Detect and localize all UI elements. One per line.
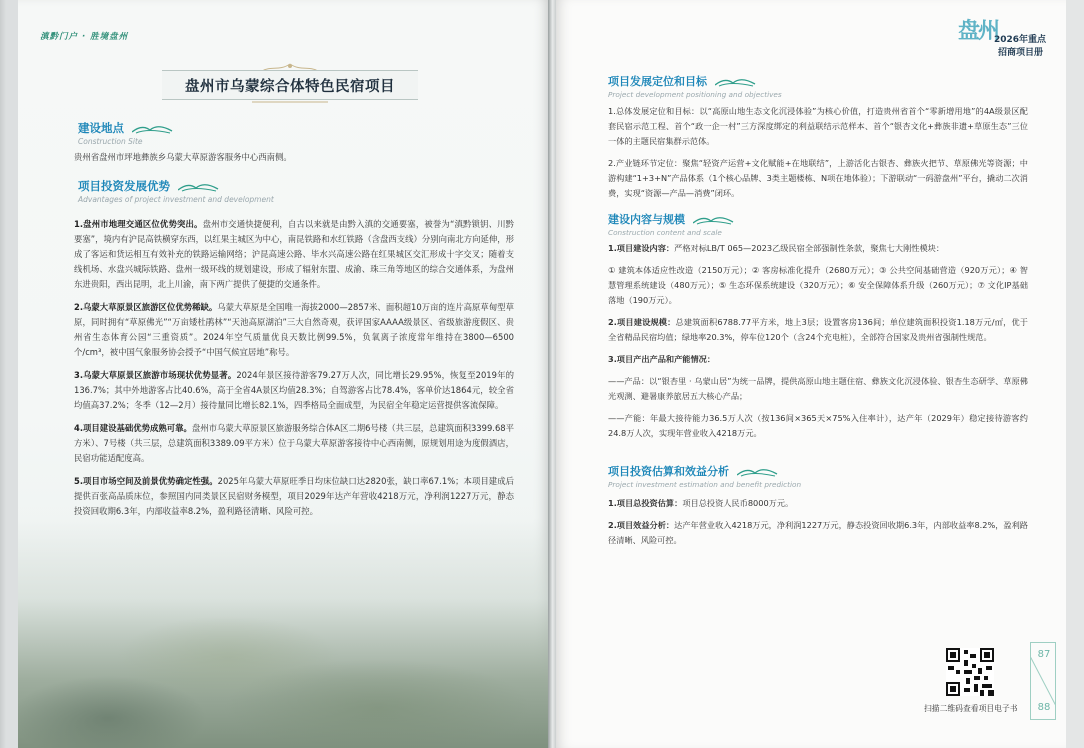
investment-body: 1.项目总投资估算：项目总投资人民币8000万元。 2.项目效益分析：达产年营业收入4218万元，净利润1227万元，静态投资回收期6.3年，内部收益率8.2%，盈利路径清晰、风险可控。 <box>608 498 1028 545</box>
location-text: 贵州省盘州市坪地彝族乡乌蒙大草原游客服务中心西南侧。 <box>74 152 292 162</box>
mountain-icon <box>178 180 220 192</box>
logo-mark: 盘州 <box>958 18 999 44</box>
section-heading-en: Construction Site <box>78 137 143 146</box>
advantages-body <box>74 217 514 527</box>
qr-caption: 扫描二维码查看项目电子书 <box>924 704 1018 713</box>
advantage-item: 4.项目建设基础优势成熟可靠。盘州市乌蒙大草原景区旅游服务综合体A区二期6号楼（共三层，总建筑面积3399.68平方米）、7号楼（共三层，总建筑面积3389.09平方米）位于乌蒙大草原游客接待中心西南侧，原规划用途为度假酒店，民宿功能适配度高。 <box>74 423 514 463</box>
section-heading-en: Project investment estimation and benefit prediction <box>608 480 802 489</box>
mountain-icon <box>737 465 779 477</box>
page-title: 盘州市乌蒙综合体特色民宿项目 <box>185 79 395 95</box>
section-advantages <box>78 178 274 204</box>
content-body: 1.项目建设内容：严格对标LB/T 065—2023乙级民宿全部强制性条款，聚焦七大刚性模块： ① 建筑本体适应性改造（2150万元）；② 客房标准化提升（2680万元）；③ 公共空间基础营造（920万元）；④ 智慧管理系统建设（480万元）；⑤ 生态环保系统建设（320万元）；⑥ 安全保障体系升级（260万元）；⑦ 文化IP基础落地（190万元）。 2.项目建设规模：总建筑面积6788.77平方米，地上3层；设置客房136间；单位建筑面积投资1.18万元/㎡，优于全省精品民宿均值；绿地率20.3%，停车位120个（含24个充电桩），全部符合国家及贵州省强制性规范。 3.项目产出产品和产能情况： ——产品：以“银杏里 · 乌蒙山居”为统一品牌，提供高原山地主题住宿、彝族文化沉浸体验、银杏生态研学、草原佛光观测、避暑康养旅居五大核心产品； ——产能：年最大接待能力36.5万人次（按136间×365天×75%入住率计），达产年（2029年）稳定接待游客约24.8万人次，实现年营业收入4218万元。 <box>608 243 1028 438</box>
section-location <box>78 120 174 146</box>
tagline: 滇黔门户 · 胜境盘州 <box>40 32 129 42</box>
left-page <box>18 0 550 748</box>
page-number-88: 88 <box>1037 702 1051 713</box>
aerial-rendering-image <box>18 518 550 748</box>
section-heading: 项目投资估算和效益分析 <box>608 465 729 478</box>
section-heading-en: Project development positioning and objectives <box>608 90 782 99</box>
section-heading: 项目投资发展优势 <box>78 179 170 193</box>
mountain-icon <box>132 122 174 134</box>
title-banner <box>162 62 418 104</box>
section-heading: 建设地点 <box>78 121 124 135</box>
section-heading-en: Construction content and scale <box>608 228 722 237</box>
section-content <box>608 211 735 237</box>
logo-subtitle: 招商项目册 <box>998 48 1044 58</box>
brochure-logo <box>956 12 1056 64</box>
mountain-icon <box>693 213 735 225</box>
section-investment <box>608 463 801 489</box>
advantage-item: 3.乌蒙大草原景区旅游市场现状优势显著。2024年景区接待游客79.27万人次，同比增长29.95%，恢复至2019年的136.7%；其中外地游客占比40.6%，高于全省4A景区均值28.3%；自驾游客占比78.4%，客单价达1864元，较全省均值高37.2%；冬季（12—2月）接待量同比增长82.1%，四季格局全面成型，为民宿全年稳定运营提供客流保障。 <box>74 370 514 410</box>
section-positioning <box>608 73 782 99</box>
section-heading-en: Advantages of project investment and development <box>78 195 274 204</box>
positioning-body: 1.总体发展定位和目标：以“高原山地生态文化沉浸体验”为核心价值，打造贵州省首个“零新增用地”的4A级景区配套民宿示范工程、首个“政一企一村”三方深度绑定的利益联结示范样本、首个“银杏文化+彝族非遗+草原生态”三位一体的主题民宿集群示范体。 2.产业链环节定位：聚焦“轻资产运营+文化赋能+在地联结”，上游活化古银杏、彝族火把节、草原佛光等资源；中游构建“1+3+N”产品体系（1个核心品牌、3类主题楼栋、N项在地体验）；下游联动“一码游盘州”平台，撬动二次消费，实现“资源—产品—消费”闭环。 <box>608 106 1028 198</box>
advantage-item: 5.项目市场空间及前景优势确定性强。2025年乌蒙大草原旺季日均床位缺口达2820张，缺口率67.1%；本项目建成后提供百张高品质床位，参照国内同类景区民宿财务模型，项目2029年达产年营收4218万元，净利润1227万元，静态投资回收期6.3年，内部收益率8.2%，盈利路径清晰、风险可控。 <box>74 476 514 516</box>
section-heading: 建设内容与规模 <box>608 213 685 226</box>
page-number-87: 87 <box>1037 649 1051 660</box>
section-heading: 项目发展定位和目标 <box>608 75 707 88</box>
advantage-item: 2.乌蒙大草原景区旅游区位优势稀缺。乌蒙大草原是全国唯一海拔2000—2857米、面积超10万亩的连片高原草甸型草原，同时拥有“草原佛光”“万亩矮杜鹃林”“天池高原湖泊”三大自然奇观，获评国家AAAA级景区、省级旅游度假区、贵州省生态体育公园“三重资质”。2024年空气质量优良天数比例99.5%，负氧离子浓度常年维持在3800—6500个/cm³，被中国气象服务协会授予“中国气候宜居地”称号。 <box>74 302 514 357</box>
logo-year: 2026年重点 <box>994 35 1047 45</box>
right-page <box>556 0 1066 748</box>
qr-code-icon[interactable] <box>946 648 994 696</box>
advantage-item: 1.盘州市地理交通区位优势突出。盘州市交通快捷便利，自古以来就是由黔入滇的交通要塞，被誉为“滇黔锁钥、川黔要塞”，境内有沪昆高铁横穿东西，以红果主城区为中心，南昆铁路和水红铁路（含盘西支线）分别向南北方向延伸，形成了客运和货运相互有效补充的铁路运输网络；沪昆高速公路、毕水兴高速公路在红果城区交汇形成十字交叉；随着支线机场、水盘兴城际铁路、盘州一级环线的规划建设，形成了辐射东盟、成渝、珠三角等地区的综合交通体系，为盘州东进贵阳，西出昆明，北上川渝，南下两广提供了便捷的交通条件。 <box>74 219 514 289</box>
mountain-icon <box>715 75 757 87</box>
